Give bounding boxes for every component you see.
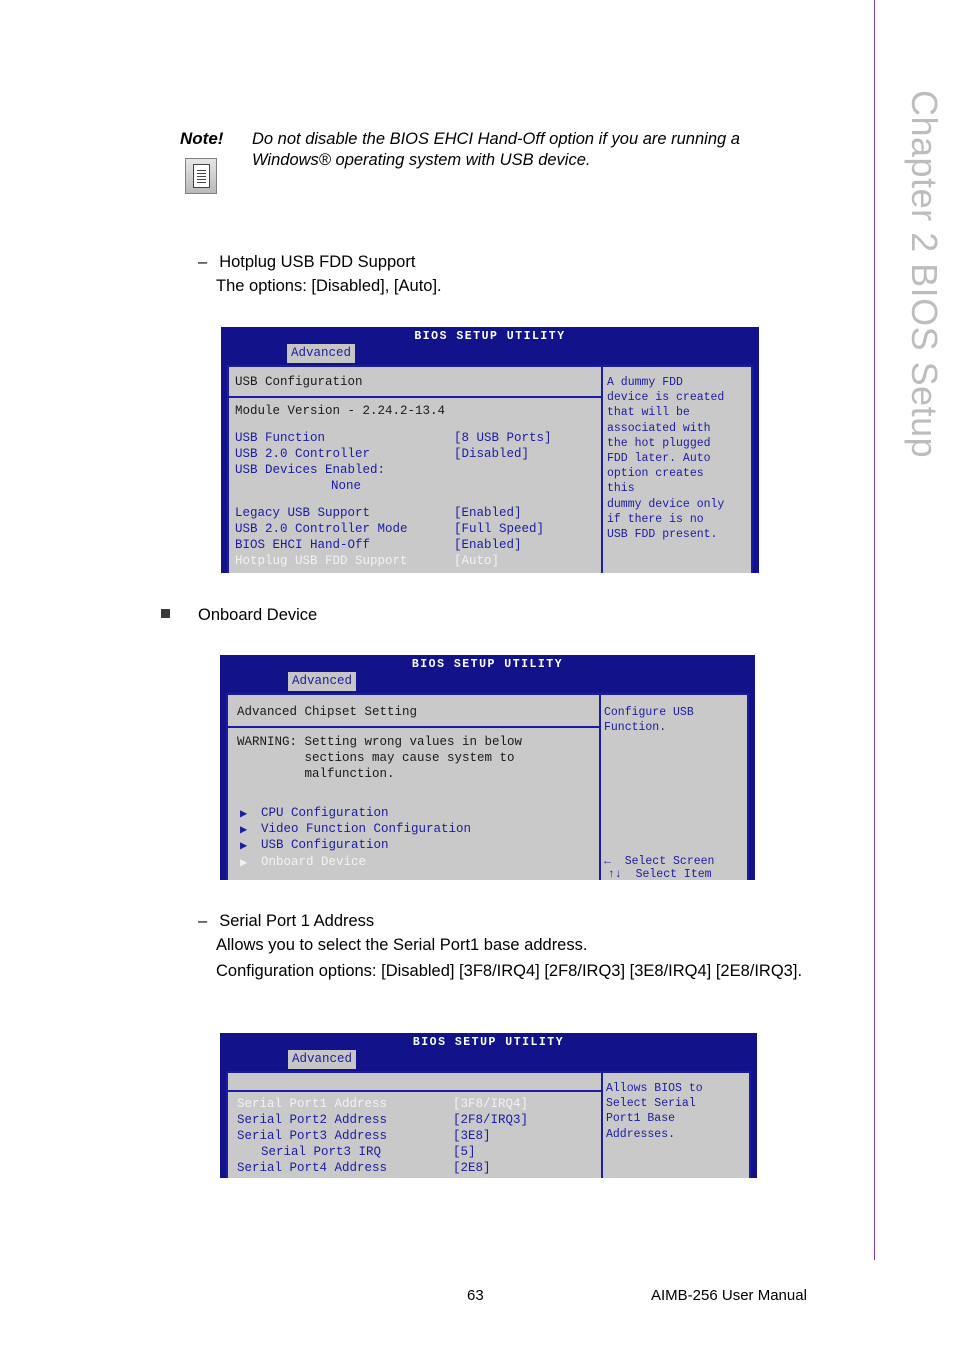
tab-advanced[interactable]: Advanced <box>287 344 355 363</box>
usb2-mode-label[interactable]: USB 2.0 Controller Mode <box>235 522 408 536</box>
usb-devices-label: USB Devices Enabled: <box>235 463 386 477</box>
serial-port1-value[interactable]: [3F8/IRQ4] <box>453 1097 529 1111</box>
serial-title: Serial Port 1 Address <box>219 912 375 930</box>
submenu-arrow-icon: ▶ <box>240 839 248 853</box>
ehci-handoff-label[interactable]: BIOS EHCI Hand-Off <box>235 538 371 552</box>
hotplug-options: The options: [Disabled], [Auto]. <box>216 277 442 295</box>
hotplug-fdd-label[interactable]: Hotplug USB FDD Support <box>235 554 408 568</box>
usb2-mode-value[interactable]: [Full Speed] <box>454 522 545 536</box>
usb2-controller-label[interactable]: USB 2.0 Controller <box>235 447 371 461</box>
serial-port3-label[interactable]: Serial Port3 Address <box>237 1129 388 1143</box>
bios-title: BIOS SETUP UTILITY <box>412 1036 565 1049</box>
usb-function-label[interactable]: USB Function <box>235 431 326 445</box>
select-screen-hint: ← Select Screen <box>604 855 715 868</box>
menu-onboard-device[interactable]: Onboard Device <box>261 855 367 869</box>
hotplug-heading <box>198 252 415 273</box>
bios-help-text: Allows BIOS to Select Serial Port1 Base Addresses. <box>606 1082 703 1141</box>
usb-devices-value: None <box>331 479 362 493</box>
ehci-handoff-value[interactable]: [Enabled] <box>454 538 522 552</box>
legacy-usb-value[interactable]: [Enabled] <box>454 506 522 520</box>
usb-function-value[interactable]: [8 USB Ports] <box>454 431 552 445</box>
serial-description: Allows you to select the Serial Port1 base address. <box>216 936 588 954</box>
menu-cpu-configuration[interactable]: CPU Configuration <box>261 806 389 820</box>
serial-port2-label[interactable]: Serial Port2 Address <box>237 1113 388 1127</box>
manual-title: AIMB-256 User Manual <box>651 1287 807 1304</box>
bios-screen-chipset <box>220 655 755 880</box>
legacy-usb-label[interactable]: Legacy USB Support <box>235 506 371 520</box>
bios-title: BIOS SETUP UTILITY <box>414 330 566 343</box>
serial-port4-value[interactable]: [2E8] <box>453 1161 491 1175</box>
select-item-hint: ↑↓ Select Item <box>608 868 712 880</box>
side-rule <box>874 0 875 1260</box>
tab-advanced[interactable]: Advanced <box>288 1050 356 1069</box>
chapter-title: Chapter 2 BIOS Setup <box>904 90 945 459</box>
square-bullet-icon <box>161 609 170 618</box>
bios-header: USB Configuration <box>235 375 363 389</box>
submenu-arrow-icon: ▶ <box>240 807 248 821</box>
bios-help-text: A dummy FDD device is created that will be associated with the hot plugged FDD later. Auto option creates this dummy device only if there is no USB FDD present. <box>607 376 725 542</box>
module-version: Module Version - 2.24.2-13.4 <box>235 404 446 418</box>
dash: – <box>198 912 208 930</box>
serial-port3-irq-value[interactable]: [5] <box>453 1145 476 1159</box>
bios-help-text: Configure USB Function. <box>604 706 694 735</box>
bios-frame <box>226 693 749 880</box>
submenu-arrow-icon: ▶ <box>240 856 248 870</box>
document-icon <box>185 158 217 194</box>
serial-heading <box>198 911 374 932</box>
bios-screen-usb <box>221 327 759 573</box>
serial-port3-irq-label[interactable]: Serial Port3 IRQ <box>261 1145 382 1159</box>
serial-port4-label[interactable]: Serial Port4 Address <box>237 1161 388 1175</box>
usb2-controller-value[interactable]: [Disabled] <box>454 447 530 461</box>
dash: – <box>198 253 208 271</box>
menu-usb-configuration[interactable]: USB Configuration <box>261 838 389 852</box>
warning-text: WARNING: Setting wrong values in below sections may cause system to malfunction. <box>237 735 523 781</box>
page-number: 63 <box>467 1287 484 1304</box>
serial-port1-label[interactable]: Serial Port1 Address <box>237 1097 388 1111</box>
tab-advanced[interactable]: Advanced <box>288 672 356 691</box>
submenu-arrow-icon: ▶ <box>240 823 248 837</box>
note-text: Do not disable the BIOS EHCI Hand-Off option if you are running a Windows® operating system with USB device. <box>252 130 740 169</box>
bios-title: BIOS SETUP UTILITY <box>411 658 564 671</box>
bios-frame <box>226 1071 751 1178</box>
note-label: Note! <box>180 129 224 148</box>
hotplug-title: Hotplug USB FDD Support <box>219 253 416 271</box>
serial-config-options: Configuration options: [Disabled] [3F8/IRQ4] [2F8/IRQ3] [3E8/IRQ4] [2E8/IRQ3]. <box>216 962 803 980</box>
serial-port2-value[interactable]: [2F8/IRQ3] <box>453 1113 529 1127</box>
hotplug-fdd-value[interactable]: [Auto] <box>454 554 500 568</box>
bios-header: Advanced Chipset Setting <box>237 705 418 719</box>
bios-frame <box>227 365 753 573</box>
serial-port3-value[interactable]: [3E8] <box>453 1129 491 1143</box>
onboard-title: Onboard Device <box>198 606 318 624</box>
bios-screen-serial <box>220 1033 757 1178</box>
menu-video-function[interactable]: Video Function Configuration <box>261 822 472 836</box>
